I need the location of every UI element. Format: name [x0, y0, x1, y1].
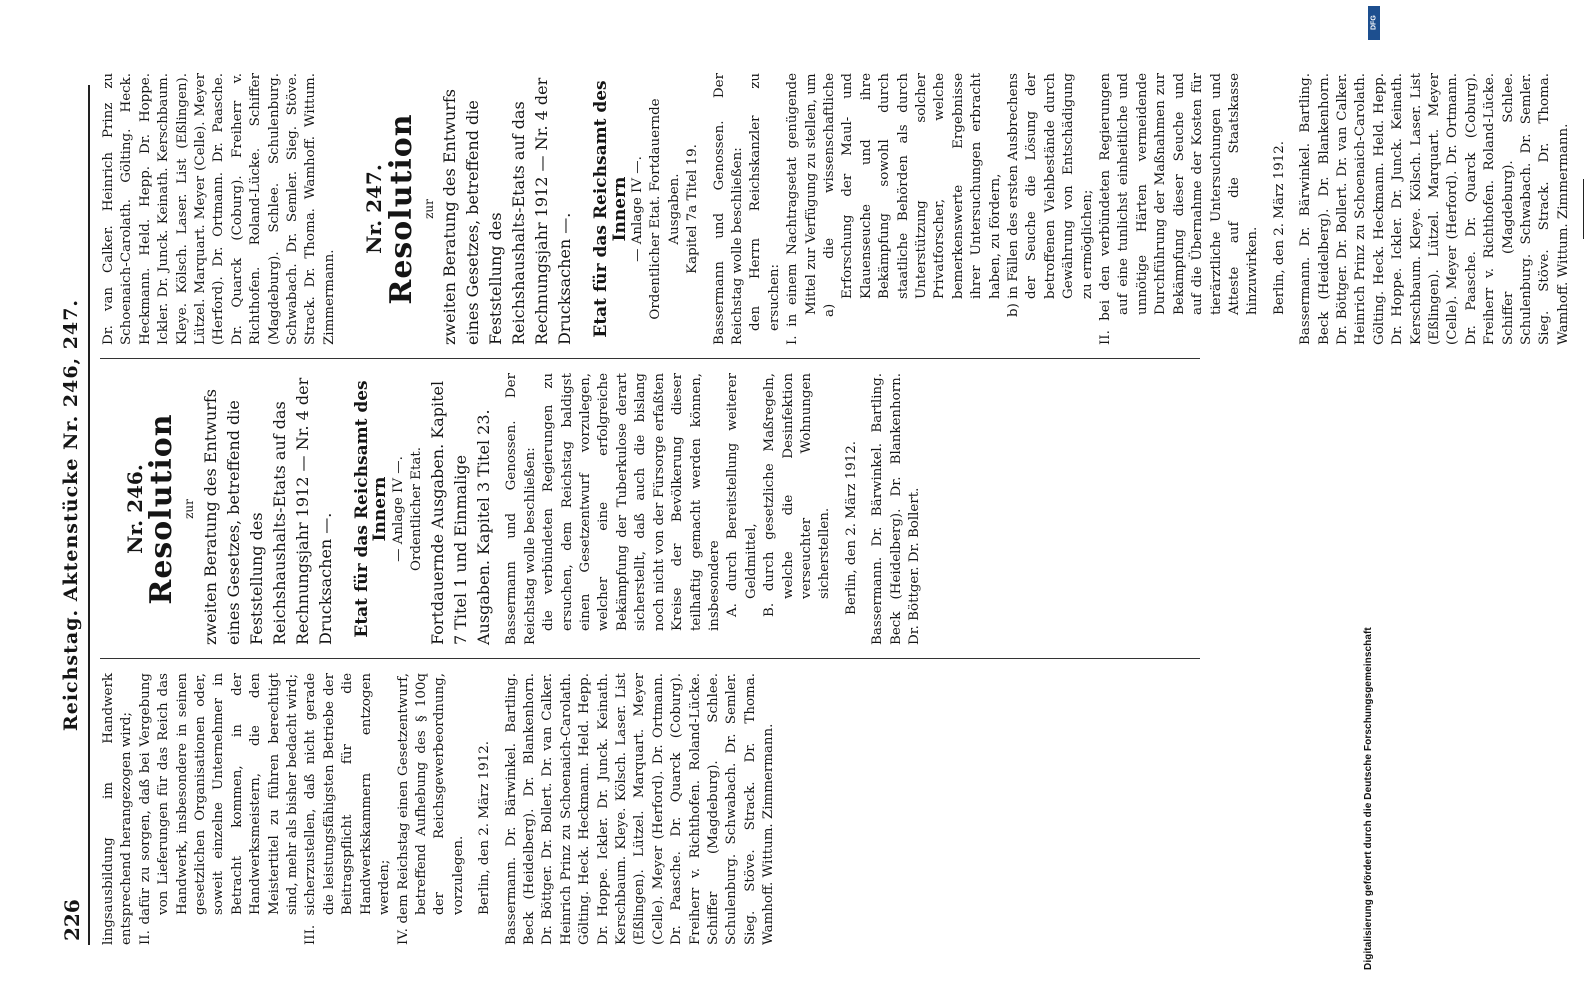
document-number: Nr. 247. — [362, 164, 387, 254]
resolution-heading: Resolution — [383, 113, 419, 305]
page-header — [58, 85, 90, 945]
list-item: III. sicherzustellen, daß nicht gerade die leistungsfähigsten Betriebe der Beitragspflicht für die Handwerkskammern entzogen werden; — [303, 673, 393, 945]
etat-heading: Etat für das Reichsamt des Innern — [351, 380, 391, 638]
beratung-title: zweiten Beratung des Entwurfs eines Gesetzes, betreffend die Feststellung des Reichshaushalts-Etats auf das Rechnungsjahr 1912 — Nr. 4 der Drucksachen —. — [440, 77, 575, 345]
list-item: A. durch Bereitstellung weiterer Geldmittel, — [725, 373, 759, 617]
digitization-credit: Digitalisierung gefördert durch die Deutsche Forschungsgemeinschaft — [1363, 627, 1374, 970]
column-3 — [100, 73, 1594, 345]
date-line: Berlin, den 2. März 1912. — [1271, 140, 1287, 315]
kapitel-line: Kapitel 7a Titel 19. — [685, 144, 701, 274]
motion-body: die verbündeten Regierungen zu ersuchen, dem Reichstag baldigst einen Gesetzentwurf vorzulegen, welcher eine erfolgreiche Bekämpfung der Tuberkulose derart sicherstellt, daß auch die bislang noch nicht von der Fürsorge erfaßten Kreise der Bevölkerung dieser teilhaftig gemacht werden können, insbesondere — [541, 373, 722, 631]
list-item: IV. dem Reichstag einen Gesetzentwurf, betreffend Aufhebung des § 100q der Reichsgewerbeordnung, vorzulegen. — [395, 673, 466, 945]
motion-intro: Bassermann und Genossen. Der Reichstag wolle beschließen: — [711, 73, 745, 345]
anlage-label: — Anlage IV —. — [629, 156, 645, 262]
zur-label: zur — [182, 499, 197, 519]
date-line: Berlin, den 2. März 1912. — [843, 440, 859, 615]
motion-intro: Bassermann und Genossen. Der Reichstag wolle beschließen: — [504, 373, 538, 645]
motion-body: den Herrn Reichskanzler zu ersuchen: — [748, 73, 782, 331]
page-number: 226 — [60, 899, 84, 941]
list-item: II. bei den verbündeten Regierungen auf eine tunlichst einheitliche und unnötige Härten vermeidende Durchführung der Maßnahmen zur Bekämpfung dieser Seuche und auf die Übernahme der Kosten für tierärztliche Untersuchungen und Atteste auf die Staatskasse hinzuwirken. — [1098, 73, 1261, 345]
list-item: B. durch gesetzliche Maßregeln, welche die Desinfektion verseuchter Wohnungen sicherstellen. — [762, 373, 833, 617]
running-title: Reichstag. Aktenstücke Nr. 246, 247. — [60, 298, 82, 732]
list-item: b) in Fällen des ersten Ausbrechens der Seuche die Lösung der betroffenen Viehbestände durch Gewährung von Entschädigung zu ermöglichen; — [1006, 73, 1095, 317]
signatories: Bassermann. Dr. Bärwinkel. Bartling. Beck (Heidelberg). Dr. Blankenhorn. Dr. Böttger. Dr. Bollert. Dr. van Calker. Heinrich Prinz zu Schoenaich-Carolath. Gölting. Heck. Heckmann. Held. Hepp. Dr. Hoppe. Ickler. Dr. Junck. Keinath. Kerschbaum. Kleye. Kölsch. Laser. List (Eßlingen). Lützel. Marquart. Meyer (Celle). Meyer (Herford). Dr. Ortmann. Dr. Paasche. Dr. Quarck (Coburg). Freiherr v. Richthofen. Roland-Lücke. Schiffer (Magdeburg). Schlee. Schulenburg. Schwabach. Dr. Semler. Sieg. Stöve. Strack. Dr. Thoma. Wamhoff. Wittum. Zimmermann. — [1298, 73, 1571, 345]
signatories: Dr. van Calker. Heinrich Prinz zu Schoenaich-Carolath. Gölting. Heck. Heckmann. Held. Hepp. Dr. Hoppe. Ickler. Dr. Junck. Keinath. Kerschbaum. Kleye. Kölsch. Laser. List (Eßlingen). Lützel. Marquart. Meyer (Celle). Meyer (Herford). Dr. Ortmann. Dr. Paasche. Dr. Quarck (Coburg). Freiherr v. Richthofen. Roland-Lücke. Schiffer (Magdeburg). Schlee. Schulenburg. Schwabach. Dr. Semler. Sieg. Stöve. Strack. Dr. Thoma. Wamhoff. Wittum. Zimmermann. — [101, 73, 337, 345]
column-divider — [100, 358, 1200, 359]
beratung-title: zweiten Beratung des Entwurfs eines Gesetzes, betreffend die Feststellung des Reichshaushalts-Etats auf das Rechnungsjahr 1912 — Nr. 4 der Drucksachen —. — [200, 377, 335, 645]
signatories: Bassermann. Dr. Bärwinkel. Bartling. Beck (Heidelberg). Dr. Blankenhorn. Dr. Böttger. Dr. Bollert. Dr. van Calker. Heinrich Prinz zu Schoenaich-Carolath. Gölting. Heck. Heckmann. Held. Hepp. Dr. Hoppe. Ickler. Dr. Junck. Keinath. Kerschbaum. Kleye. Kölsch. Laser. List (Eßlingen). Lützel. Marquart. Meyer (Celle). Meyer (Herford). Dr. Ortmann. Dr. Paasche. Dr. Quarck (Coburg). Freiherr v. Richthofen. Roland-Lücke. Schiffer (Magdeburg). Schlee. Schulenburg. Schwabach. Dr. Semler. Sieg. Stöve. Strack. Dr. Thoma. Wamhoff. Wittum. Zimmermann. — [503, 673, 777, 945]
list-item: I. in einem Nachtragsetat genügende Mittel zur Verfügung zu stellen, um — [785, 73, 819, 345]
ordentlicher-etat: Ordentlicher Etat. — [409, 447, 425, 571]
column-divider — [100, 658, 1200, 659]
end-rule — [1583, 179, 1584, 239]
kapitel-line: Fortdauernde Ausgaben. Kapitel 7 Titel 1 und Einmalige Ausgaben. Kapitel 3 Titel 23. — [428, 380, 494, 645]
anlage-label: — Anlage IV —. — [390, 456, 406, 562]
document-number: Nr. 246. — [123, 464, 147, 554]
dfg-logo: DFG — [1368, 6, 1380, 40]
column-2 — [100, 373, 924, 645]
list-item: a) die wissenschaftliche Erforschung der Maul- und Klauenseuche und ihre Bekämpfung sowohl durch staatliche Behörden als durch Unterstützung solcher Privatforscher, welche bemerkenswerte Ergebnisse ihrer Untersuchungen erbracht haben, zu fördern, — [821, 73, 1003, 317]
list-item: II. dafür zu sorgen, daß bei Vergebung von Lieferungen für das Reich das Handwerk, insbesondere in seinen gesetzlichen Organisationen oder, soweit einzelne Unternehmer in Betracht kommen, in der Handwerksmeistern, die den Meistertitel zu führen berechtigt sind, mehr als bisher bedacht wird; — [137, 673, 301, 945]
ordentlicher-etat: Ordentlicher Etat. Fortdauernde Ausgaben. — [648, 98, 682, 320]
paragraph: lingsausbildung im Handwerk entsprechend herangezogen wird; — [101, 673, 135, 945]
column-1 — [100, 673, 779, 945]
zur-label: zur — [421, 199, 436, 219]
signatories: Bassermann. Dr. Bärwinkel. Bartling. Beck (Heidelberg). Dr. Blankenhorn. Dr. Böttger. Dr. Bollert. — [870, 373, 922, 645]
etat-heading: Etat für das Reichsamt des Innern — [591, 80, 630, 338]
resolution-heading: Resolution — [144, 413, 180, 605]
date-line: Berlin, den 2. März 1912. — [477, 740, 493, 915]
